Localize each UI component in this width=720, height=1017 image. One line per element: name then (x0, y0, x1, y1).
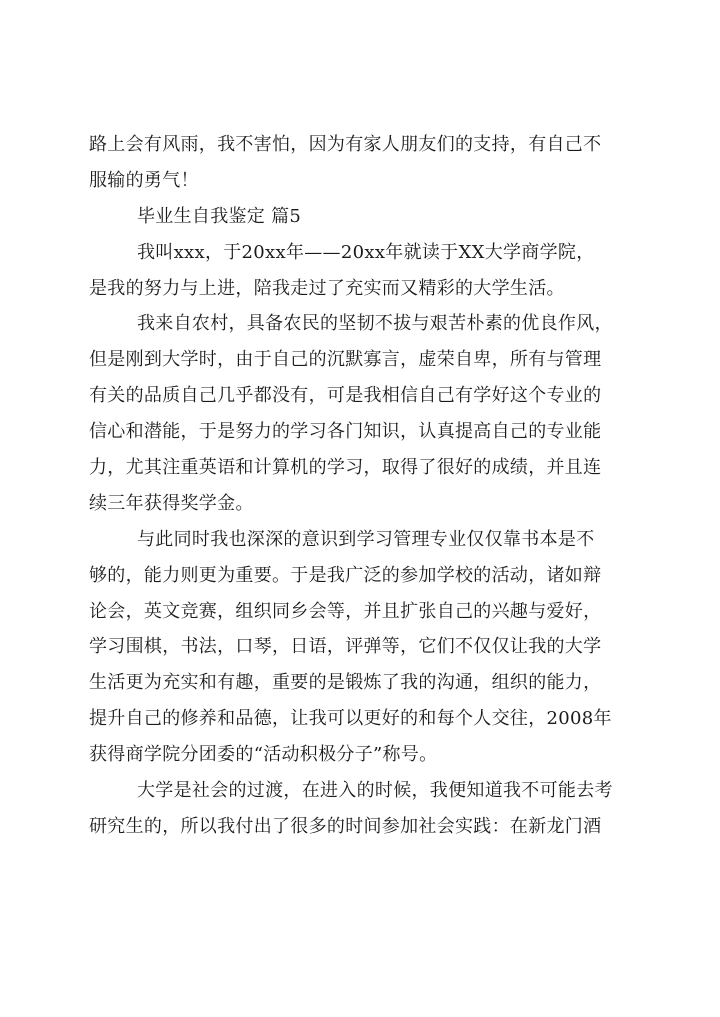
text-line: 论会，英文竞赛，组织同乡会等，并且扩张自己的兴趣与爱好， (89, 600, 602, 622)
text-line: 信心和潜能，于是努力的学习各门知识，认真提高自己的专业能 (89, 421, 602, 443)
section-heading: 毕业生自我鉴定 篇5 (137, 205, 302, 227)
document-body (89, 127, 639, 845)
text-line: 我叫xxx，于20xx年——20xx年就读于XX大学商学院， (137, 241, 595, 263)
text-line: 我来自农村，具备农民的坚韧不拔与艰苦朴素的优良作风， (137, 313, 613, 335)
text-line: 服输的勇气！ (89, 169, 199, 191)
text-line: 力，尤其注重英语和计算机的学习，取得了很好的成绩，并且连 (89, 457, 602, 479)
text-line: 大学是社会的过渡，在进入的时候，我便知道我不可能去考 (137, 780, 613, 802)
text-line: 学习围棋，书法，口琴，日语，评弹等，它们不仅仅让我的大学 (89, 636, 602, 658)
text-line: 够的，能力则更为重要。于是我广泛的参加学校的活动，诸如辩 (89, 564, 602, 586)
text-line: 获得商学院分团委的“活动积极分子”称号。 (89, 744, 438, 766)
text-line: 续三年获得奖学金。 (89, 492, 254, 514)
text-line: 有关的品质自己几乎都没有，可是我相信自己有学好这个专业的 (89, 385, 602, 407)
text-line: 但是刚到大学时，由于自己的沉默寡言，虚荣自卑，所有与管理 (89, 349, 602, 371)
text-line: 生活更为充实和有趣，重要的是锻炼了我的沟通，组织的能力， (89, 672, 602, 694)
text-line: 提升自己的修养和品德，让我可以更好的和每个人交往，2008年 (89, 708, 612, 730)
text-line: 研究生的，所以我付出了很多的时间参加社会实践：在新龙门酒 (89, 815, 602, 837)
text-line: 路上会有风雨，我不害怕，因为有家人朋友们的支持，有自己不 (89, 134, 602, 155)
text-line: 是我的努力与上进，陪我走过了充实而又精彩的大学生活。 (89, 277, 565, 299)
text-line: 与此同时我也深深的意识到学习管理专业仅仅靠书本是不 (137, 528, 595, 550)
